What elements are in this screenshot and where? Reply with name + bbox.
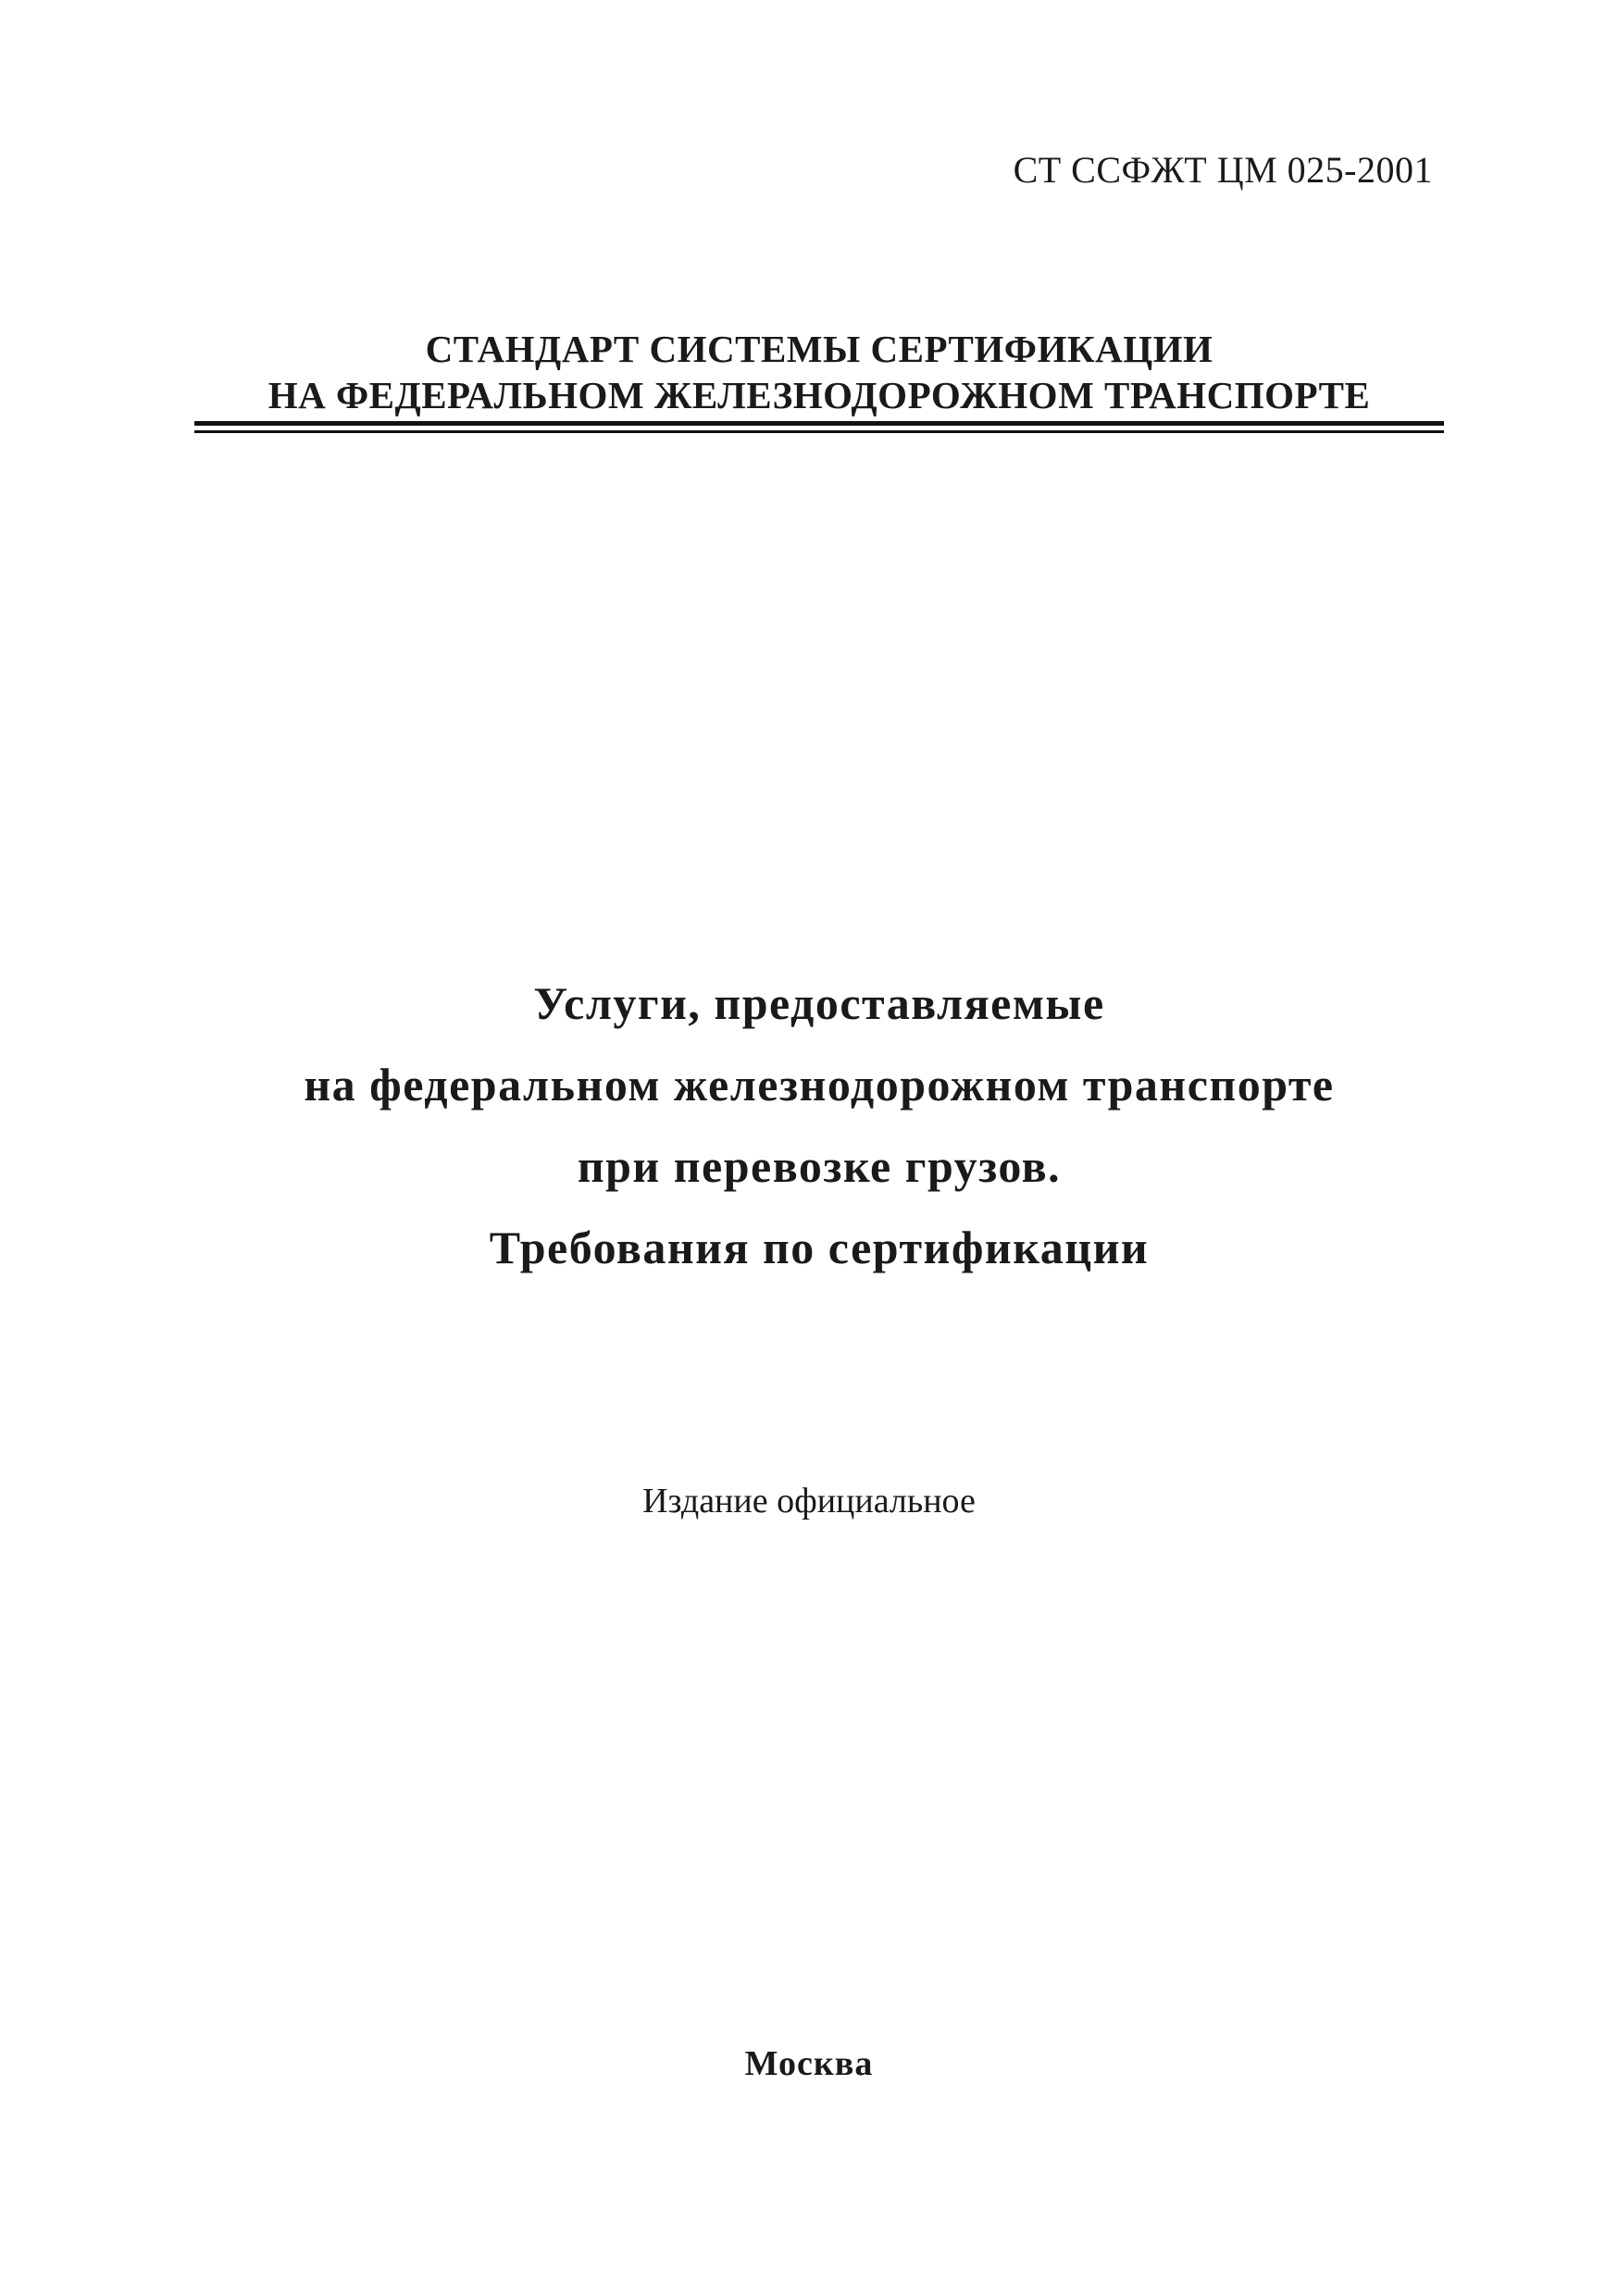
edition-note: Издание официальное (642, 1482, 976, 1520)
header-double-rule (194, 421, 1444, 434)
title-line-1: Услуги, предоставляемые (533, 977, 1105, 1029)
rule-thin-line (194, 430, 1444, 433)
publication-city: Москва (744, 2044, 874, 2083)
header-line-1: СТАНДАРТ СИСТЕМЫ СЕРТИФИКАЦИИ (425, 328, 1214, 370)
header-line-2: НА ФЕДЕРАЛЬНОМ ЖЕЛЕЗНОДОРОЖНОМ ТРАНСПОРТЕ (268, 374, 1371, 416)
document-title (130, 962, 1509, 1288)
standard-system-header (194, 326, 1444, 418)
title-line-2: на федеральном железнодорожном транспорте (304, 1059, 1335, 1111)
title-line-4: Требования по сертификации (489, 1222, 1150, 1273)
title-line-3: при перевозке грузов. (577, 1140, 1062, 1192)
standard-designation: СТ ССФЖТ ЦМ 025-2001 (1013, 149, 1433, 191)
rule-thick-line (194, 421, 1444, 426)
